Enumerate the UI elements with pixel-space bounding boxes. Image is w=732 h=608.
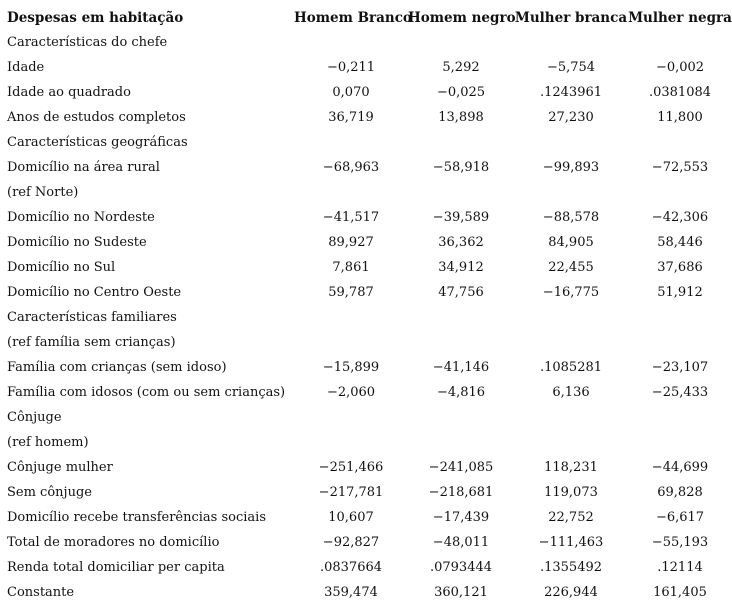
coefficient-cell: .0837664 [319, 560, 383, 575]
coefficient-cell: −2,060 [326, 385, 376, 400]
coefficient-cell: −15,899 [322, 360, 380, 375]
coefficient-cell: −41,517 [322, 210, 380, 225]
coefficient-cell: −4,816 [436, 385, 486, 400]
row-label: Sem cônjuge [7, 485, 92, 500]
coefficient-cell: −23,107 [651, 360, 709, 375]
coefficient-cell [628, 180, 732, 205]
coefficient-cell: 7,861 [332, 260, 370, 275]
coefficient-cell [514, 180, 628, 205]
table-row [0, 230, 732, 255]
coefficient-cell: .1355492 [539, 560, 603, 575]
coefficient-cell [628, 130, 732, 155]
coefficient-cell [628, 330, 732, 355]
coefficient-cell [514, 405, 628, 430]
coefficient-cell [628, 405, 732, 430]
coefficient-cell [294, 30, 408, 55]
coefficient-cell: −48,011 [432, 535, 490, 550]
table-row [0, 30, 732, 55]
row-label: Domicílio no Sul [7, 260, 116, 275]
row-label: (ref família sem crianças) [7, 335, 176, 350]
coefficient-cell: −251,466 [318, 460, 384, 475]
coefficient-cell: 22,752 [548, 510, 594, 525]
coefficient-cell: −58,918 [432, 160, 490, 175]
coefficient-cell: 11,800 [657, 110, 703, 125]
table-row [0, 405, 732, 430]
table-row [0, 455, 732, 480]
row-label: Família com idosos (com ou sem crianças) [7, 385, 286, 400]
coefficient-cell: 22,455 [548, 260, 594, 275]
table-row [0, 105, 732, 130]
coefficient-cell [408, 330, 514, 355]
row-label: Renda total domiciliar per capita [7, 560, 225, 575]
coefficient-cell: 360,121 [434, 585, 488, 600]
row-label: Domicílio no Sudeste [7, 235, 147, 250]
coefficient-cell: 27,230 [548, 110, 594, 125]
coefficient-cell: 84,905 [548, 235, 594, 250]
coefficient-cell: −218,681 [428, 485, 494, 500]
coefficient-cell: 89,927 [328, 235, 374, 250]
coefficient-cell [294, 330, 408, 355]
table-row [0, 355, 732, 380]
coefficient-cell [294, 405, 408, 430]
row-label: Cônjuge mulher [7, 460, 113, 475]
table-row [0, 530, 732, 555]
header-dependent-variable: Despesas em habitação [7, 9, 184, 26]
table-row [0, 255, 732, 280]
coefficient-cell: −39,589 [432, 210, 490, 225]
table-row [0, 505, 732, 530]
coefficient-cell: .1243961 [539, 85, 603, 100]
table-row [0, 380, 732, 405]
row-label: Família com crianças (sem idoso) [7, 360, 227, 375]
coefficient-cell: .0793444 [429, 560, 493, 575]
row-label: Idade ao quadrado [7, 85, 131, 100]
row-label: Anos de estudos completos [7, 110, 186, 125]
coefficient-cell: 359,474 [324, 585, 378, 600]
coefficient-cell [514, 430, 628, 455]
coefficient-cell: 37,686 [657, 260, 703, 275]
regression-table [0, 5, 732, 605]
table-row [0, 580, 732, 605]
coefficient-cell: 59,787 [328, 285, 374, 300]
coefficient-cell: 10,607 [328, 510, 374, 525]
coefficient-cell [514, 30, 628, 55]
row-label: Cônjuge [7, 410, 62, 425]
coefficient-cell [628, 305, 732, 330]
table-row [0, 155, 732, 180]
row-label: Constante [7, 585, 75, 600]
coefficient-cell: 34,912 [438, 260, 484, 275]
coefficient-cell: −0,211 [326, 60, 376, 75]
table-row [0, 430, 732, 455]
coefficient-cell: 5,292 [442, 60, 480, 75]
coefficient-cell: −217,781 [318, 485, 384, 500]
coefficient-cell: 69,828 [657, 485, 703, 500]
coefficient-cell: 58,446 [657, 235, 703, 250]
row-label: (ref homem) [7, 435, 89, 450]
coefficient-cell: −25,433 [651, 385, 709, 400]
table-row [0, 555, 732, 580]
coefficient-cell: −5,754 [546, 60, 596, 75]
coefficient-cell: −41,146 [432, 360, 490, 375]
coefficient-cell [514, 305, 628, 330]
row-label: Características do chefe [7, 35, 168, 50]
coefficient-cell [294, 305, 408, 330]
coefficient-cell [408, 405, 514, 430]
coefficient-cell: −16,775 [542, 285, 600, 300]
coefficient-cell: −44,699 [651, 460, 709, 475]
coefficient-cell [514, 330, 628, 355]
coefficient-cell: −72,553 [651, 160, 709, 175]
coefficient-cell: −88,578 [542, 210, 600, 225]
table-body [0, 30, 732, 605]
header-mulher-negra: Mulher negra [628, 9, 732, 26]
coefficient-cell: 6,136 [552, 385, 590, 400]
coefficient-cell [294, 430, 408, 455]
coefficient-cell: −68,963 [322, 160, 380, 175]
coefficient-cell [408, 130, 514, 155]
table-header-row [0, 5, 732, 30]
table-row [0, 305, 732, 330]
row-label: Domicílio no Nordeste [7, 210, 155, 225]
coefficient-cell: 118,231 [544, 460, 598, 475]
row-label: Características familiares [7, 310, 177, 325]
row-label: Características geográficas [7, 135, 188, 150]
row-label: Total de moradores no domicílio [7, 535, 220, 550]
coefficient-cell: 36,362 [438, 235, 484, 250]
row-label: (ref Norte) [7, 185, 79, 200]
table-row [0, 130, 732, 155]
coefficient-cell: 119,073 [544, 485, 598, 500]
coefficient-cell [294, 130, 408, 155]
header-homem-negro: Homem negro [408, 9, 516, 26]
coefficient-cell: −92,827 [322, 535, 380, 550]
coefficient-cell: −0,002 [655, 60, 705, 75]
table-row [0, 55, 732, 80]
coefficient-cell: −111,463 [538, 535, 604, 550]
coefficient-cell [514, 130, 628, 155]
coefficient-cell [408, 430, 514, 455]
coefficient-cell: 13,898 [438, 110, 484, 125]
coefficient-cell: .1085281 [539, 360, 603, 375]
coefficient-cell: −17,439 [432, 510, 490, 525]
coefficient-cell: −55,193 [651, 535, 709, 550]
table-row [0, 280, 732, 305]
coefficient-cell: −99,893 [542, 160, 600, 175]
coefficient-cell: −241,085 [428, 460, 494, 475]
coefficient-cell: .0381084 [648, 85, 712, 100]
coefficient-cell [628, 30, 732, 55]
coefficient-cell: −6,617 [655, 510, 705, 525]
table-row [0, 330, 732, 355]
table-row [0, 480, 732, 505]
coefficient-cell: 0,070 [332, 85, 370, 100]
header-mulher-branca: Mulher branca [514, 9, 628, 26]
row-label: Domicílio recebe transferências sociais [7, 510, 267, 525]
coefficient-cell [408, 180, 514, 205]
coefficient-cell: −42,306 [651, 210, 709, 225]
coefficient-cell: 51,912 [657, 285, 703, 300]
row-label: Idade [7, 60, 45, 75]
coefficient-cell: −0,025 [436, 85, 486, 100]
coefficient-cell: 36,719 [328, 110, 374, 125]
row-label: Domicílio no Centro Oeste [7, 285, 182, 300]
coefficient-cell [628, 430, 732, 455]
table-row [0, 80, 732, 105]
coefficient-cell [408, 30, 514, 55]
coefficient-cell: 47,756 [438, 285, 484, 300]
header-homem-branco: Homem Branco [294, 9, 412, 26]
coefficient-cell [294, 180, 408, 205]
coefficient-cell: .12114 [657, 560, 703, 575]
coefficient-cell: 161,405 [653, 585, 707, 600]
table-row [0, 180, 732, 205]
table-row [0, 205, 732, 230]
coefficient-cell [408, 305, 514, 330]
coefficient-cell: 226,944 [544, 585, 598, 600]
row-label: Domicílio na área rural [7, 160, 160, 175]
